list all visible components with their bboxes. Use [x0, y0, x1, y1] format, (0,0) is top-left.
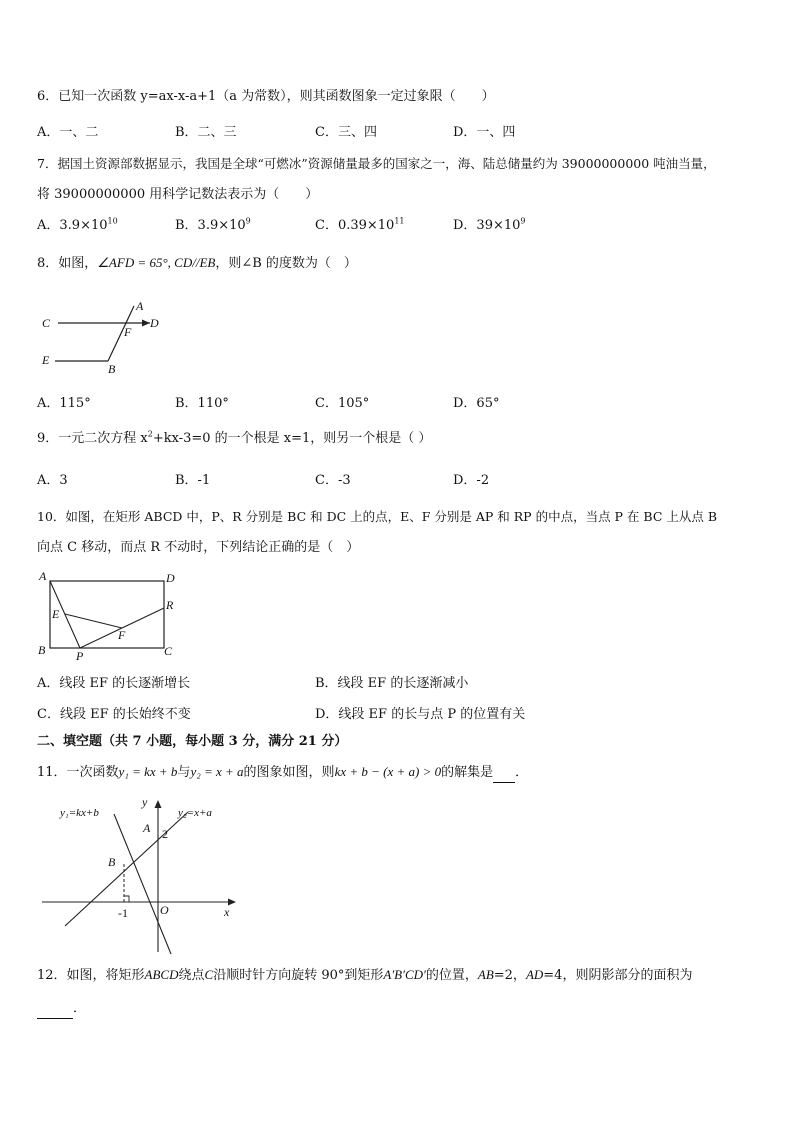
- q12-stem-line1: [37, 966, 692, 985]
- q7-option-c[interactable]: [315, 217, 405, 235]
- q8-label-e: E: [42, 353, 50, 367]
- q6-option-b[interactable]: B．二、三: [175, 125, 237, 140]
- q12-math-c: C: [204, 967, 214, 982]
- q11-right-angle-mark: [124, 896, 129, 902]
- q12-math-ab: AB: [477, 967, 494, 982]
- q11-label-y-axis: y: [142, 795, 148, 809]
- q10-stem-line2: 向点 C 移动，而点 R 不动时，下列结论正确的是（ ）: [37, 540, 360, 555]
- q7-option-b-exp: 9: [245, 216, 251, 226]
- q11-stem-math1: y₁ = kx + b: [118, 764, 178, 779]
- q8-figure: [38, 292, 168, 378]
- q10-figure: [36, 568, 186, 662]
- q9-stem-exp: 2: [147, 429, 153, 439]
- q11-stem-mid2: 的图象如图，则: [243, 765, 335, 780]
- q9-stem-suffix: +kx-3=0 的一个根是 x=1，则另一个根是（ ）: [152, 431, 432, 446]
- q7-option-b-base: B．3.9×10: [175, 218, 246, 233]
- q7-option-d-base: D．39×10: [453, 218, 521, 233]
- q7-option-a-exp: 10: [107, 216, 118, 226]
- q9-option-a[interactable]: A．3: [37, 473, 68, 488]
- q12-stem-end: ．: [73, 1001, 87, 1016]
- q11-stem-math3: kx + b − (x + a) > 0: [334, 764, 442, 779]
- q11-label-tick-y: 2: [162, 827, 168, 841]
- q11-y-axis-arrow: [155, 800, 162, 808]
- q10-label-a: A: [39, 569, 47, 583]
- q12-math-ad: AD: [525, 967, 544, 982]
- q7-option-c-exp: 11: [394, 216, 405, 226]
- q10-option-a[interactable]: A．线段 EF 的长逐渐增长: [37, 676, 191, 691]
- q11-label-y1: y₁=kx+b: [60, 807, 99, 819]
- q12-text-2: 绕点: [178, 968, 205, 983]
- q11-stem-end: ．: [515, 765, 529, 780]
- q12-text-3: 沿顺时针方向旋转 90°到矩形: [213, 968, 384, 983]
- q9-option-d[interactable]: D．-2: [453, 473, 490, 488]
- q8-stem: [37, 254, 357, 273]
- q6-option-d[interactable]: D．一、四: [453, 125, 516, 140]
- q7-option-a-base: A．3.9×10: [37, 218, 108, 233]
- q11-stem: [37, 763, 528, 783]
- q11-label-b: B: [108, 855, 116, 869]
- q11-stem-prefix: 11．一次函数: [37, 765, 119, 780]
- section-heading-fill-in: 二、填空题（共 7 小题，每小题 3 分，满分 21 分）: [37, 734, 348, 749]
- q6-option-a[interactable]: A．一、二: [37, 125, 99, 140]
- q7-option-d[interactable]: [453, 217, 526, 235]
- q11-label-x-axis: x: [224, 905, 230, 919]
- q8-label-a: A: [136, 299, 144, 313]
- q7-option-d-exp: 9: [520, 216, 526, 226]
- q11-label-a: A: [143, 821, 151, 835]
- q8-option-d[interactable]: D．65°: [453, 396, 500, 411]
- q7-option-c-base: C．0.39×10: [315, 218, 395, 233]
- q10-label-f: F: [118, 628, 126, 642]
- q7-stem-line2: 将 39000000000 用科学记数法表示为（ ）: [37, 187, 319, 202]
- q10-label-d: D: [166, 571, 175, 585]
- q8-stem-math: ∠AFD = 65°, CD//EB: [97, 255, 216, 270]
- q8-option-c[interactable]: C．105°: [315, 396, 370, 411]
- q9-stem-prefix: 9．一元二次方程 x: [37, 431, 148, 446]
- q12-stem-line2: [37, 1000, 86, 1019]
- q12-text-4: 的位置，: [425, 968, 478, 983]
- q9-stem: [37, 430, 431, 448]
- q8-option-a[interactable]: A．115°: [37, 396, 91, 411]
- q6-option-c[interactable]: C．三、四: [315, 125, 377, 140]
- q12-text-6: =4，则阴影部分的面积为: [543, 968, 693, 983]
- q11-label-origin: O: [160, 903, 169, 917]
- q12-math-abcd: ABCD: [144, 967, 179, 982]
- q11-stem-math2: y₂ = x + a: [190, 764, 244, 779]
- q9-option-b[interactable]: B．-1: [175, 473, 211, 488]
- q10-label-e: E: [52, 607, 60, 621]
- q7-stem-line1: 7．据国土资源部数据显示，我国是全球“可燃冰”资源储量最多的国家之一，海、陆总储量约为 39000000000 吨油当量，: [37, 156, 716, 171]
- q12-text-5: =2，: [493, 968, 526, 983]
- q10-option-b[interactable]: B．线段 EF 的长逐渐减小: [315, 676, 469, 691]
- q8-label-c: C: [42, 316, 51, 330]
- q8-arrow-d: [142, 320, 150, 327]
- q8-stem-suffix: ，则∠B 的度数为（ ）: [215, 256, 357, 271]
- q11-label-y2: y₂=x+a: [178, 807, 212, 819]
- q10-label-r: R: [166, 598, 174, 612]
- q8-label-d: D: [150, 316, 159, 330]
- q10-segment-ef: [65, 614, 122, 628]
- q9-option-c[interactable]: C．-3: [315, 473, 351, 488]
- q11-stem-mid: 与: [177, 765, 191, 780]
- q7-option-a[interactable]: [37, 217, 118, 235]
- q8-option-b[interactable]: B．110°: [175, 396, 229, 411]
- q12-answer-blank[interactable]: [37, 1000, 73, 1019]
- q10-label-c: C: [164, 644, 173, 658]
- q11-answer-blank[interactable]: [493, 764, 515, 783]
- q10-label-b: B: [38, 643, 46, 657]
- q10-option-d[interactable]: D．线段 EF 的长与点 P 的位置有关: [315, 707, 526, 722]
- q7-option-b[interactable]: [175, 217, 251, 235]
- q11-figure: [38, 792, 248, 958]
- q12-text-1: 12．如图，将矩形: [37, 968, 145, 983]
- q6-stem: 6．已知一次函数 y=ax-x-a+1（a 为常数），则其函数图象一定过象限（ ）: [37, 89, 495, 104]
- q8-stem-prefix: 8．如图，: [37, 256, 98, 271]
- q11-label-tick-x: -1: [118, 906, 128, 920]
- q8-label-f: F: [124, 325, 132, 339]
- q10-option-c[interactable]: C．线段 EF 的长始终不变: [37, 707, 191, 722]
- q12-math-rect2: A′B′CD′: [383, 967, 426, 982]
- q10-label-p: P: [76, 649, 84, 662]
- q8-label-b: B: [108, 362, 116, 376]
- q10-stem-line1: 10．如图，在矩形 ABCD 中，P、R 分别是 BC 和 DC 上的点，E、F 分别是 AP 和 RP 的中点，当点 P 在 BC 上从点 B: [37, 509, 718, 524]
- q11-stem-suffix: 的解集是: [441, 765, 494, 780]
